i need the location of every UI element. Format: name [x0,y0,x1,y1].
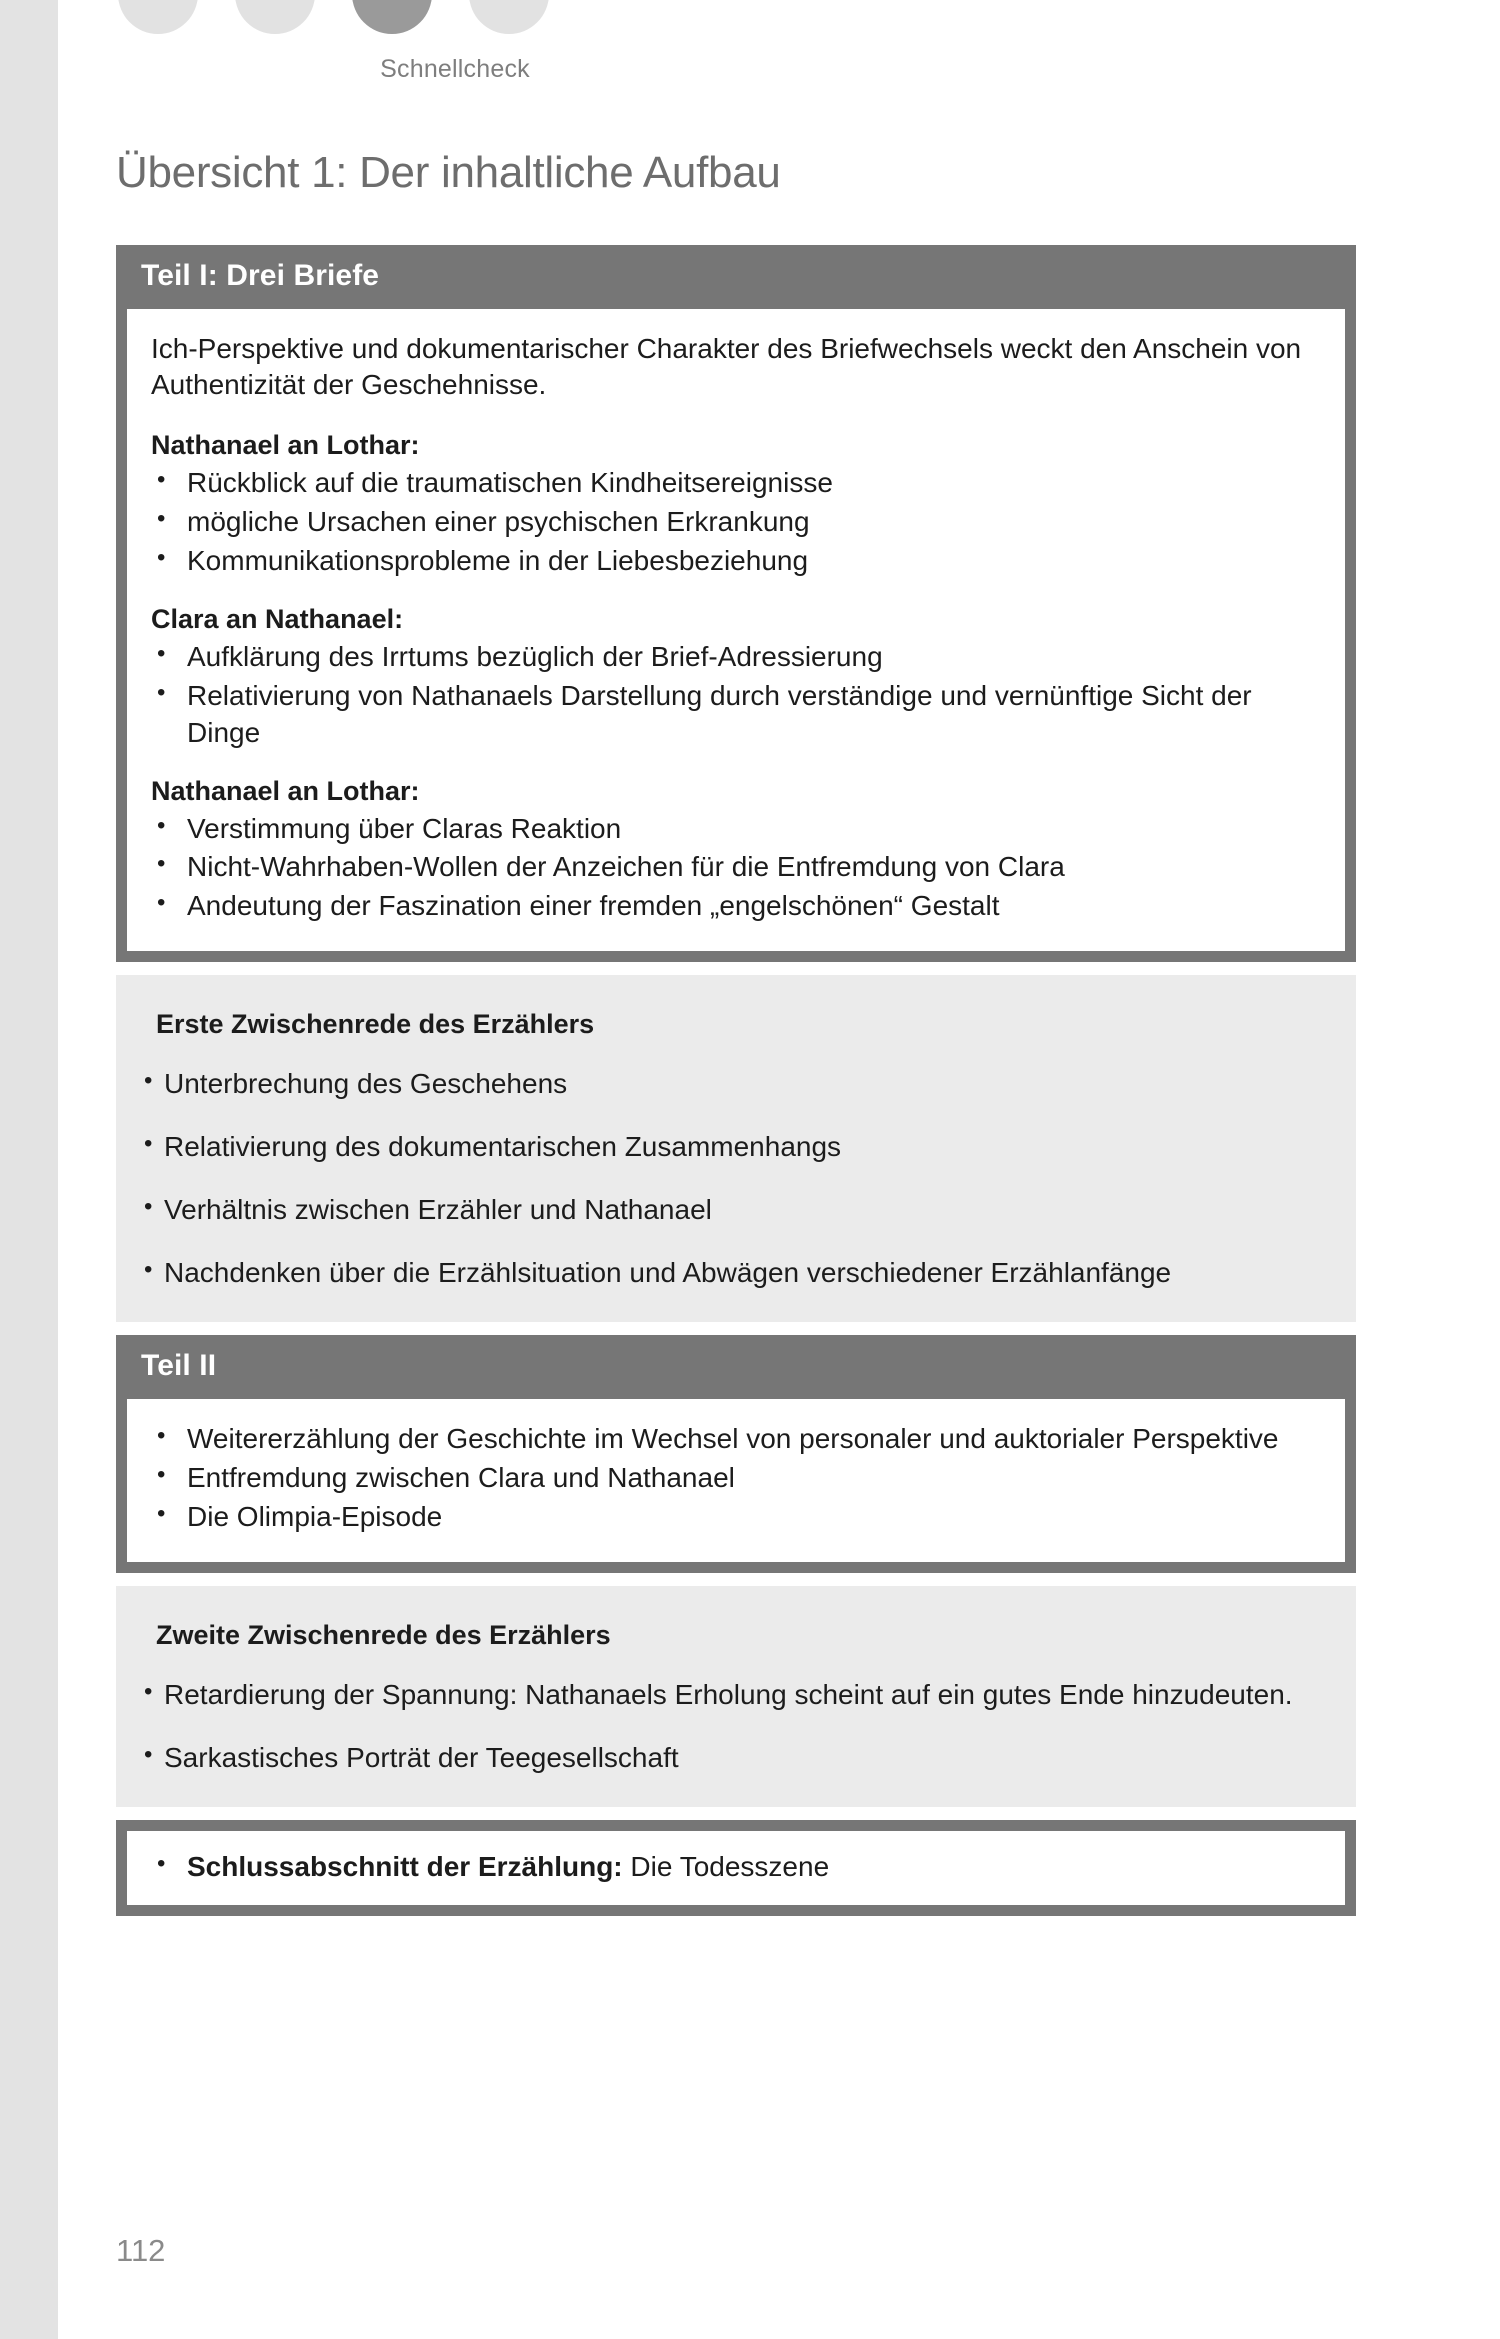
list-item: • Relativierung von Nathanaels Darstellung durch verständige und vernünftige Sicht der Dinge [151,678,1321,752]
section-teil-2 [116,1335,1356,1573]
list-item: • Verstimmung über Claras Reaktion [151,811,1321,848]
list-item [151,1849,1321,1885]
section-title: Zweite Zwischenrede des Erzählers [156,1620,611,1651]
section-intro-paragraph: Ich-Perspektive und dokumentarischer Charakter des Briefwechsels weckt den Anschein von Authentizität der Geschehnisse. [151,333,1302,401]
section-erste-zwischenrede [116,975,1356,1322]
group-heading: Nathanael an Lothar: [151,429,420,460]
chapter-tab-row [118,0,549,34]
group-list [151,811,1321,926]
section-schlussabschnitt [116,1820,1356,1916]
group-heading: Nathanael an Lothar: [151,775,420,806]
list-item: • Unterbrechung des Geschehens [142,1066,1330,1103]
list-item: • Kommunikationsprobleme in der Liebesbeziehung [151,543,1321,580]
list-item: • Nicht-Wahrhaben-Wollen der Anzeichen für die Entfremdung von Clara [151,849,1321,886]
list-item: • Andeutung der Faszination einer fremden „engelschönen“ Gestalt [151,888,1321,925]
section-body [127,1831,1345,1905]
section-body [127,1399,1345,1562]
list-item: • Rückblick auf die traumatischen Kindheitsereignisse [151,465,1321,502]
list-item: • Retardierung der Spannung: Nathanaels Erholung scheint auf ein gutes Ende hinzudeuten. [142,1677,1330,1714]
final-line-bold: Schlussabschnitt der Erzählung: [187,1850,623,1882]
list-item: • Relativierung des dokumentarischen Zusammenhangs [142,1129,1330,1166]
list-item: • Sarkastisches Porträt der Teegesellschaft [142,1740,1330,1777]
group-list [151,639,1321,752]
section-title: Erste Zwischenrede des Erzählers [156,1009,595,1040]
section-title: Teil II [141,1349,217,1383]
section-teil-1 [116,245,1356,962]
chapter-tab-4[interactable] [469,0,549,34]
section-list [142,1066,1330,1292]
page-number: 112 [116,2233,166,2268]
group-heading: Clara an Nathanael: [151,603,404,634]
list-item: • Die Olimpia-Episode [151,1499,1321,1536]
page-gutter-strip [0,0,58,2339]
chapter-tab-2[interactable] [235,0,315,34]
page-title: Übersicht 1: Der inhaltliche Aufbau [116,148,781,197]
section-list [151,1421,1321,1536]
page-content [116,245,1356,1916]
list-item: • Nachdenken über die Erzählsituation und Abwägen verschiedener Erzählanfänge [142,1255,1330,1292]
section-zweite-zwischenrede [116,1586,1356,1807]
chapter-tab-3-active[interactable] [352,0,432,34]
section-body [127,309,1345,951]
group-list [151,465,1321,580]
section-list [142,1677,1330,1777]
section-title: Teil I: Drei Briefe [141,259,380,292]
list-item: • Aufklärung des Irrtums bezüglich der Brief-Adressierung [151,639,1321,676]
active-tab-label: Schnellcheck [380,55,530,83]
list-item: • mögliche Ursachen einer psychischen Erkrankung [151,504,1321,541]
list-item: • Verhältnis zwischen Erzähler und Nathanael [142,1192,1330,1229]
list-item: • Weitererzählung der Geschichte im Wechsel von personaler und auktorialer Perspektive [151,1421,1321,1458]
final-line-rest: Die Todesszene [622,1850,830,1882]
chapter-tab-1[interactable] [118,0,198,34]
list-item: • Entfremdung zwischen Clara und Nathanael [151,1460,1321,1497]
